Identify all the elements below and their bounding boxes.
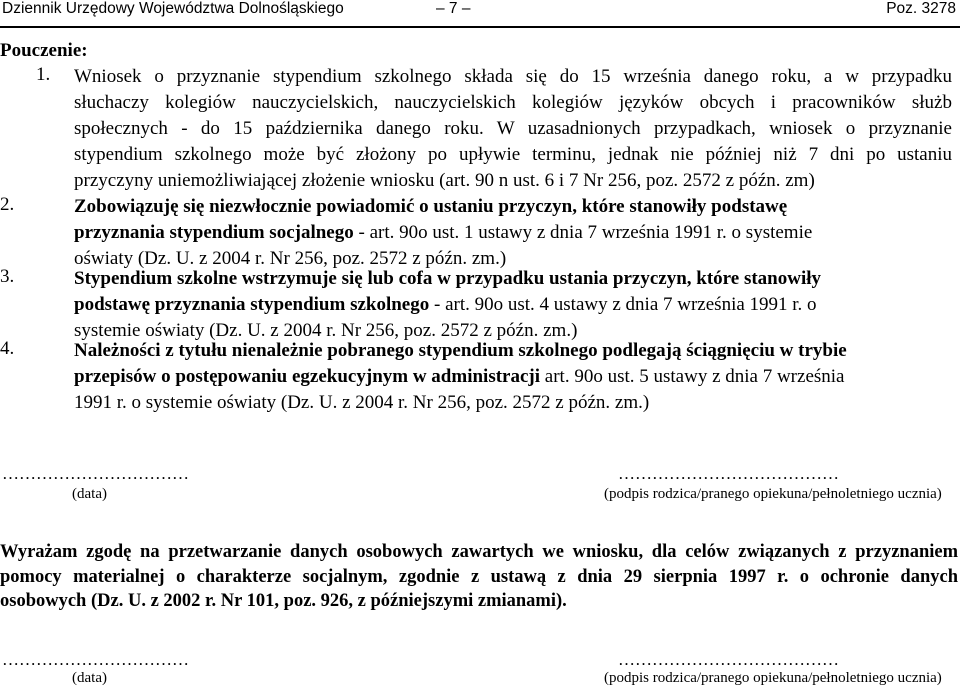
item-2-number: 2. — [0, 194, 15, 215]
item-3-rest-2: - art. 90o ust. 4 ustawy z dnia 7 września 1991 r. o — [429, 294, 817, 315]
consent-line-2: pomocy materialnej o charakterze socjalnym, zgodnie z ustawą z dnia 29 sierpnia 1997 r. o ochronie danych — [0, 566, 958, 587]
date-label-2: (data) — [72, 670, 107, 686]
item-4-line-2 — [74, 364, 952, 390]
item-1-line-2: słuchaczy kolegiów nauczycielskich, nauczycielskich kolegiów języków obcych i pracowników służb — [74, 92, 952, 113]
consent-line-3: osobowych (Dz. U. z 2002 r. Nr 101, poz. 926, z późniejszymi zmianami). — [0, 591, 567, 611]
item-3-line-3: systemie oświaty (Dz. U. z 2004 r. Nr 256, poz. 2572 z późn. zm.) — [74, 320, 578, 341]
page-header — [0, 0, 960, 24]
item-4-rest-2: art. 90o ust. 5 ustawy z dnia 7 września — [540, 366, 845, 387]
item-3-line-2 — [74, 292, 952, 318]
item-1-number: 1. — [36, 64, 51, 85]
item-4-line-3: 1991 r. o systemie oświaty (Dz. U. z 2004 r. Nr 256, poz. 2572 z późn. zm.) — [74, 392, 650, 413]
item-2-rest-2: - art. 90o ust. 1 ustawy z dnia 7 września 1991 r. o systemie — [353, 222, 813, 243]
item-1-line-5: przyczyny uniemożliwiającej złożenie wniosku (art. 90 n ust. 6 i 7 Nr 256, poz. 2572 z późn. zm) — [74, 170, 815, 191]
position-number: Poz. 3278 — [886, 0, 956, 17]
header-divider — [0, 26, 960, 28]
item-2-bold-1: Zobowiązuję się niezwłocznie powiadomić o ustaniu przyczyn, które stanowiły podstawę — [74, 196, 788, 217]
item-4-bold-1: Należności z tytułu nienależnie pobranego stypendium szkolnego podlegają ściągnięciu w trybie — [74, 340, 847, 361]
data-processing-consent — [0, 540, 958, 614]
item-4-text — [74, 338, 952, 416]
item-1-line-4: stypendium szkolnego może być złożony po upływie terminu, jednak nie później niż 7 dni po ustaniu — [74, 144, 952, 165]
signature-line-2: ………………………………… — [618, 650, 839, 669]
item-4-line-1 — [74, 338, 952, 364]
item-1-line-3: społecznych - do 15 października danego roku. W uzasadnionych przypadkach, wniosek o przyznanie — [74, 118, 952, 139]
item-3-text — [74, 266, 952, 344]
signature-label-1: (podpis rodzica/pranego opiekuna/pełnoletniego ucznia) — [604, 486, 942, 502]
item-3-line-1 — [74, 266, 952, 292]
item-2-bold-2: przyznania stypendium socjalnego — [74, 222, 354, 243]
item-3-bold-2: podstawę przyznania stypendium szkolnego — [74, 294, 430, 315]
item-3-bold-1: Stypendium szkolne wstrzymuje się lub cofa w przypadku ustania przyczyn, które stanowiły — [74, 268, 822, 289]
date-label-1: (data) — [72, 486, 107, 502]
page-number: – 7 – — [436, 0, 471, 17]
signature-label-2: (podpis rodzica/pranego opiekuna/pełnoletniego ucznia) — [604, 670, 942, 686]
date-line-1: …………………………… — [2, 464, 189, 483]
signature-line-1: ………………………………… — [618, 464, 839, 483]
consent-line-1: Wyrażam zgodę na przetwarzanie danych osobowych zawartych we wniosku, dla celów związanych z przyznaniem — [0, 542, 958, 562]
date-line-2: …………………………… — [2, 650, 189, 669]
item-2-line-2 — [74, 220, 952, 246]
item-4-bold-2: przepisów o postępowaniu egzekucyjnym w administracji — [74, 366, 541, 387]
instructions-title: Pouczenie: — [0, 40, 88, 61]
item-2-line-1 — [74, 194, 952, 220]
journal-title: Dziennik Urzędowy Województwa Dolnośląskiego — [2, 0, 344, 17]
item-2-text — [74, 194, 952, 272]
item-1-line-1: Wniosek o przyznanie stypendium szkolnego składa się do 15 września danego roku, a w przypadku — [74, 66, 952, 87]
item-1-text — [74, 64, 952, 194]
item-2-line-3: oświaty (Dz. U. z 2004 r. Nr 256, poz. 2572 z późn. zm.) — [74, 248, 507, 269]
item-4-number: 4. — [0, 338, 15, 359]
item-3-number: 3. — [0, 266, 15, 287]
